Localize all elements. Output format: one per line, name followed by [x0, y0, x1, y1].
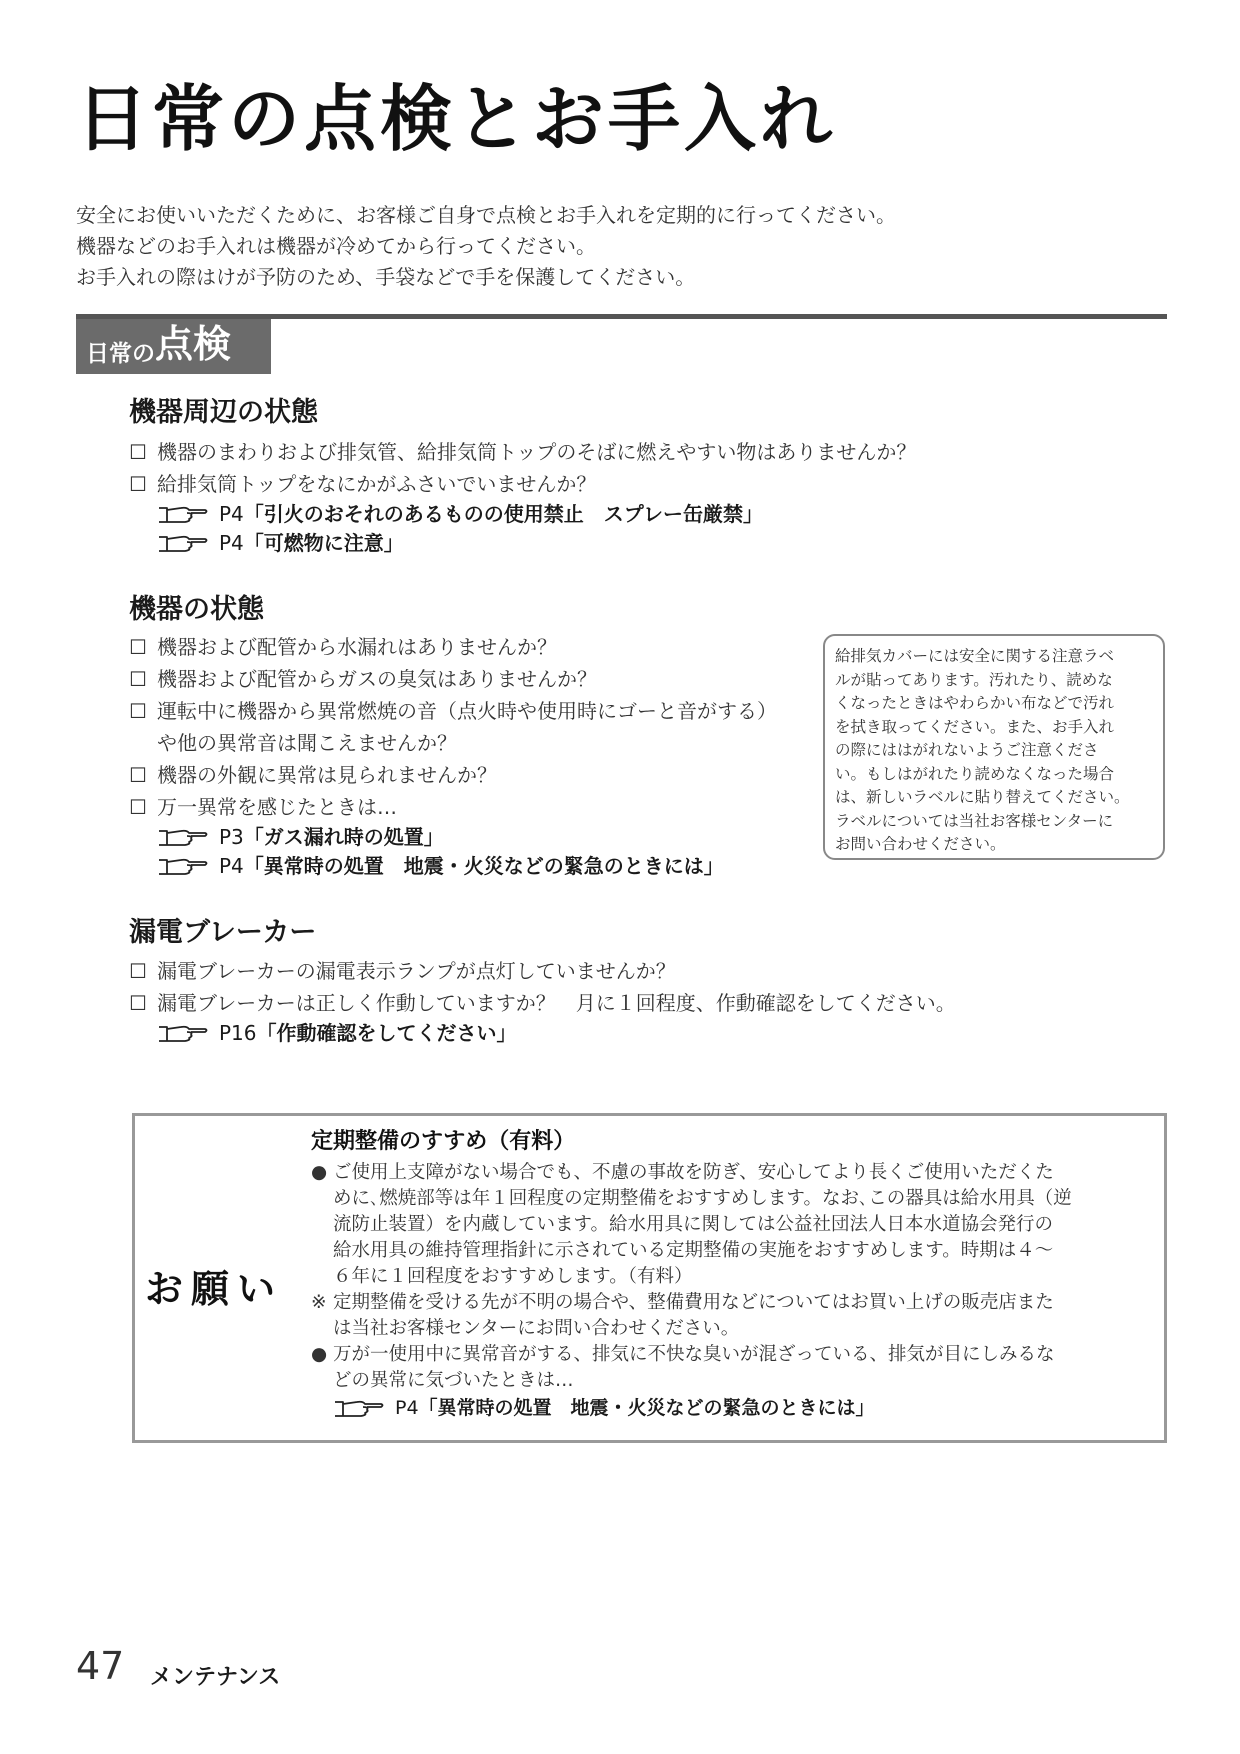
request-content	[311, 1124, 1156, 1423]
check-item: ☐ 機器および配管から水漏れはありませんか？	[129, 631, 819, 663]
page-reference: P3 「ガス漏れ時の処置」	[157, 823, 819, 852]
page-title: 日常の点検とお手入れ	[76, 77, 837, 161]
check-item: ☐ 機器および配管からガスの臭気はありませんか？	[129, 663, 819, 695]
bullet-item: ● ご使用上支障がない場合でも、不慮の事故を防ぎ、安心してより長くご使用いただくた めに､燃焼部等は年１回程度の定期整備をおすすめします。なお､この器具は給水用具（逆 流防止装置）を内蔵しています。給水用具に関しては公益社団法人日本水道協会発行の 給水用具の維持管理指針に示されている定期整備の実施をおすすめします。時期は４～ ６年に１回程度をおすすめします。（有料）	[311, 1160, 1156, 1290]
section-tab	[76, 319, 271, 374]
checkbox-icon: ☐	[129, 763, 147, 787]
surroundings-heading: 機器周辺の状態	[129, 397, 318, 428]
device-heading: 機器の状態	[129, 594, 264, 625]
check-item: ☐ 漏電ブレーカーの漏電表示ランプが点灯していませんか？	[129, 955, 1029, 987]
checkbox-icon: ☐	[129, 991, 147, 1015]
notice-line: を拭き取ってください。また、お手入れ	[835, 717, 1115, 736]
page-reference: P4 「引火のおそれのあるものの使用禁止 スプレー缶厳禁」	[157, 500, 1029, 529]
notice-line: 給排気カバーには安全に関する注意ラベ	[835, 647, 1115, 665]
footer-section-label: メンテナンス	[150, 1665, 281, 1690]
label-notice-box	[823, 634, 1165, 860]
check-item: ☐ 漏電ブレーカーは正しく作動していますか？ 月に１回程度、作動確認をしてください。	[129, 987, 1029, 1019]
bullet-icon: ●	[311, 1162, 328, 1183]
breaker-heading: 漏電ブレーカー	[129, 917, 317, 948]
checkbox-icon: ☐	[129, 440, 147, 464]
page-reference: P4 「可燃物に注意」	[157, 529, 1029, 558]
bullet-icon: ●	[311, 1344, 328, 1365]
pointing-hand-icon	[157, 856, 209, 878]
notice-line: ラベルについては当社お客様センターに	[835, 811, 1114, 830]
check-item: ☐ 運転中に機器から異常燃焼の音（点火時や使用時にゴーと音がする） や他の異常音は聞こえませんか？	[129, 695, 819, 759]
device-checklist	[129, 631, 819, 881]
check-item: ☐ 万一異常を感じたときは…	[129, 791, 819, 823]
section-tab-big: 点検	[155, 322, 232, 366]
checkbox-icon: ☐	[129, 959, 147, 983]
notice-line: ルが貼ってあります。汚れたり、読めな	[835, 670, 1113, 689]
page-reference: P4 「異常時の処置 地震・火災などの緊急のときには」	[157, 852, 819, 881]
intro-paragraph	[76, 200, 1176, 293]
checkbox-icon: ☐	[129, 795, 147, 819]
page-number: 47	[76, 1644, 125, 1688]
pointing-hand-icon	[157, 827, 209, 849]
breaker-checklist	[129, 955, 1029, 1048]
checkbox-icon: ☐	[129, 699, 147, 723]
notice-line: い。もしはがれたり読めなくなった場合	[835, 764, 1115, 783]
check-item: ☐ 機器の外観に異常は見られませんか？	[129, 759, 819, 791]
note-item: ※ 定期整備を受ける先が不明の場合や、整備費用などについてはお買い上げの販売店また は当社お客様センターにお問い合わせください。	[311, 1290, 1156, 1342]
pointing-hand-icon	[157, 1023, 209, 1045]
page-reference: P16 「作動確認をしてください」	[157, 1019, 1029, 1048]
bullet-item: ● 万が一使用中に異常音がする、排気に不快な臭いが混ざっている、排気が目にしみるな どの異常に気づいたときは…	[311, 1342, 1156, 1394]
check-item: ☐ 給排気筒トップをなにかがふさいでいませんか？	[129, 468, 1029, 500]
note-mark: ※	[311, 1292, 327, 1313]
section-tab-small: 日常の	[86, 341, 155, 367]
pointing-hand-icon	[157, 533, 209, 555]
check-item: ☐ 機器のまわりおよび排気管、給排気筒トップのそばに燃えやすい物はありませんか？	[129, 436, 1029, 468]
pointing-hand-icon	[157, 504, 209, 526]
pointing-hand-icon	[333, 1398, 385, 1420]
notice-line: は、新しいラベルに貼り替えてください。	[835, 788, 1130, 806]
notice-line: の際にははがれないようご注意くださ	[835, 741, 1099, 759]
checkbox-icon: ☐	[129, 667, 147, 691]
intro-line: 機器などのお手入れは機器が冷めてから行ってください。	[76, 234, 596, 258]
intro-line: お手入れの際はけが予防のため、手袋などで手を保護してください。	[76, 265, 696, 289]
checkbox-icon: ☐	[129, 635, 147, 659]
request-label: お願い	[145, 1267, 284, 1311]
surroundings-checklist	[129, 436, 1029, 558]
notice-line: くなったときはやわらかい布などで汚れ	[835, 694, 1115, 712]
page-reference: P4 「異常時の処置 地震・火災などの緊急のときには」	[333, 1394, 1156, 1423]
checkbox-icon: ☐	[129, 472, 147, 496]
notice-line: お問い合わせください。	[835, 835, 1006, 853]
request-title: 定期整備のすすめ（有料）	[311, 1129, 576, 1154]
intro-line: 安全にお使いいただくために、お客様ご自身で点検とお手入れを定期的に行ってください。	[76, 203, 896, 227]
